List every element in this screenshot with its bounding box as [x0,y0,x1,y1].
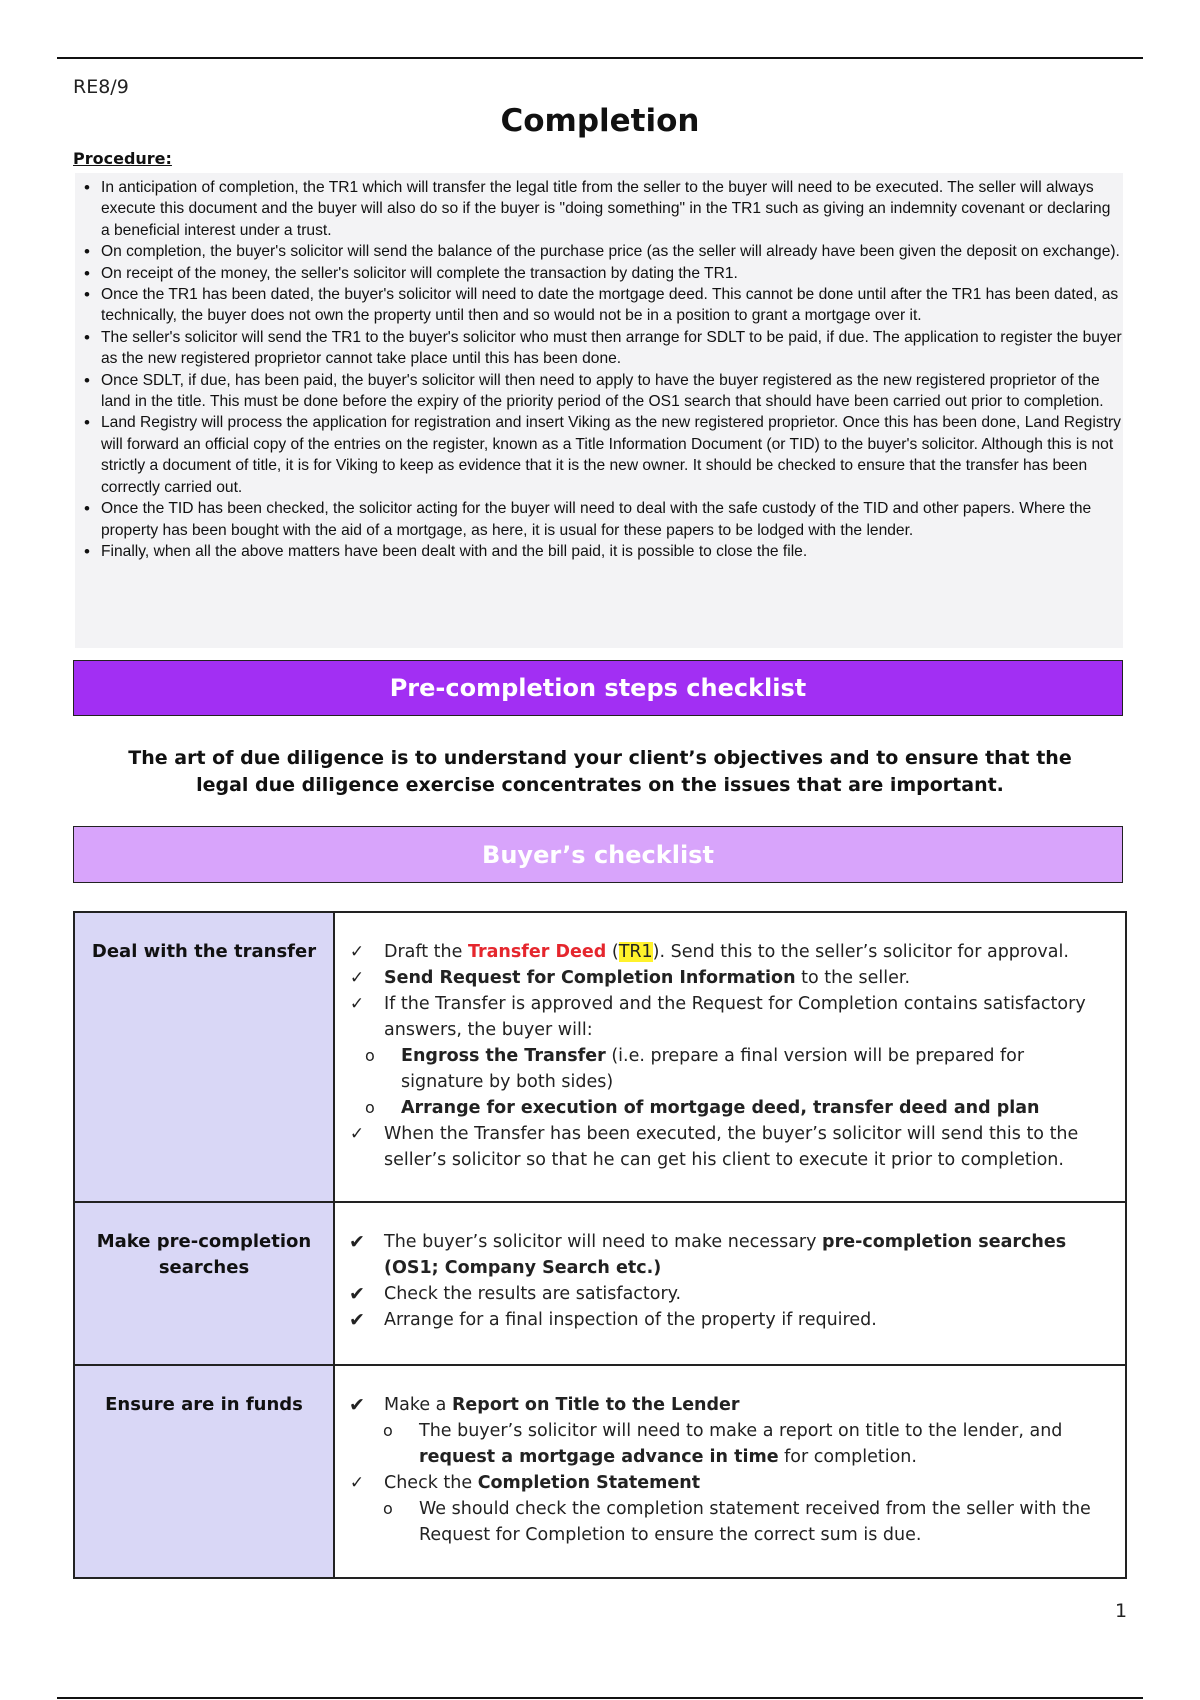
table-row [74,912,1126,1202]
page-title: Completion [500,103,700,139]
procedure-heading: Procedure: [73,149,172,168]
procedure-item: • Once the TR1 has been dated, the buyer's solicitor will need to date the mortgage deed. This cannot be done until after the TR1 has been dated, as technically, the buyer does not own the property until then and so would not be in a position to grant a mortgage over it. [80,284,1123,327]
o-bullet-icon: o [365,1098,375,1117]
precompletion-banner [73,660,1123,716]
due-diligence-tagline: The art of due diligence is to understand your client’s objectives and to ensure that the legal due diligence exercise concentrates on the issues that are important. [128,747,1072,796]
procedure-item: • In anticipation of completion, the TR1 which will transfer the legal title from the seller to the buyer will need to be executed. The seller will always execute this document and the buyer will also do so if the buyer is "doing something" in the TR1 such as giving an indemnity covenant or declaring a beneficial interest under a trust. [80,177,1123,241]
list-item: ✓ If the Transfer is approved and the Request for Completion contains satisfactory answers, the buyer will: [347,991,1111,1043]
list-item: ✔ The buyer’s solicitor will need to make necessary pre-completion searches (OS1; Company Search etc.) [347,1229,1111,1281]
row-body-funds [334,1365,1126,1578]
check-mark-icon: ✔ [349,1283,365,1305]
procedure-item: • The seller's solicitor will send the TR1 to the buyer's solicitor who must then arrange for SDLT to be paid, if due. The application to register the buyer as the new registered proprietor cannot take place until this has been done. [80,327,1123,370]
transfer-deed-term: Transfer Deed [467,942,607,962]
procedure-item: • On completion, the buyer's solicitor will send the balance of the purchase price (as the seller will already have been given the deposit on exchange). [80,241,1123,262]
o-bullet-icon: o [383,1421,393,1440]
sub-list-item: o Engross the Transfer (i.e. prepare a final version will be prepared for signature by both sides) [347,1043,1111,1095]
procedure-list [80,177,1123,562]
row-body-searches [334,1202,1126,1365]
procedure-item: • On receipt of the money, the seller's solicitor will complete the transaction by dating the TR1. [80,263,1123,284]
buyers-checklist-table [73,911,1127,1579]
list-item: ✔ Make a Report on Title to the Lender [347,1392,1111,1418]
buyers-checklist-banner [73,826,1123,883]
sub-list-item: o The buyer’s solicitor will need to make a report on title to the lender, and request a mortgage advance in time for completion. [347,1418,1111,1470]
sub-list-item: o Arrange for execution of mortgage deed, transfer deed and plan [347,1095,1111,1121]
check-mark-icon: ✔ [349,1394,365,1416]
list-item: ✓ Draft the Transfer Deed (TR1). Send this to the seller’s solicitor for approval. [347,939,1111,965]
o-bullet-icon: o [383,1499,393,1518]
check-mark-icon: ✓ [349,1473,365,1493]
page-number: 1 [1115,1600,1128,1622]
top-rule [57,57,1143,59]
check-mark-icon: ✔ [349,1309,365,1331]
table-row [74,1365,1126,1578]
row-label-transfer: Deal with the transfer [74,912,334,1202]
tr1-highlight: TR1 [618,942,653,962]
doc-reference: RE8/9 [73,76,129,98]
sub-list-item: o We should check the completion statement received from the seller with the Request for Completion to ensure the correct sum is due. [347,1496,1111,1548]
procedure-item: • Once the TID has been checked, the solicitor acting for the buyer will need to deal with the safe custody of the TID and other papers. Where the property has been bought with the aid of a mortgage, as here, it is usual for these papers to be lodged with the lender. [80,498,1123,541]
row-label-funds: Ensure are in funds [74,1365,334,1578]
row-label-searches: Make pre-completion searches [74,1202,334,1365]
check-mark-icon: ✓ [349,994,365,1014]
row-body-transfer [334,912,1126,1202]
precompletion-banner-text: Pre-completion steps checklist [389,674,807,702]
list-item: ✓ Send Request for Completion Information to the seller. [347,965,1111,991]
list-item: ✓ Check the Completion Statement [347,1470,1111,1496]
buyers-checklist-banner-text: Buyer’s checklist [482,840,714,869]
check-mark-icon: ✔ [349,1231,365,1253]
procedure-item: • Land Registry will process the application for registration and insert Viking as the new registered proprietor. Once this has been done, Land Registry will forward an official copy of the entries on the register, known as a Title Information Document (or TID) to the buyer's solicitor. Although this is not strictly a document of title, it is for Viking to keep as evidence that it is the new owner. It should be checked to ensure that the transfer has been correctly carried out. [80,412,1123,498]
procedure-item: • Once SDLT, if due, has been paid, the buyer's solicitor will then need to apply to have the buyer registered as the new registered proprietor of the land in the title. This must be done before the expiry of the priority period of the OS1 search that should have been carried out prior to completion. [80,370,1123,413]
bottom-rule [57,1697,1143,1699]
check-mark-icon: ✓ [349,942,365,962]
procedure-item: • Finally, when all the above matters have been dealt with and the bill paid, it is possible to close the file. [80,541,1123,562]
table-row [74,1202,1126,1365]
list-item: ✔ Arrange for a final inspection of the property if required. [347,1307,1111,1333]
o-bullet-icon: o [365,1046,375,1065]
list-item: ✔ Check the results are satisfactory. [347,1281,1111,1307]
list-item: ✓ When the Transfer has been executed, the buyer’s solicitor will send this to the seller’s solicitor so that he can get his client to execute it prior to completion. [347,1121,1111,1173]
check-mark-icon: ✓ [349,1124,365,1144]
check-mark-icon: ✓ [349,968,365,988]
